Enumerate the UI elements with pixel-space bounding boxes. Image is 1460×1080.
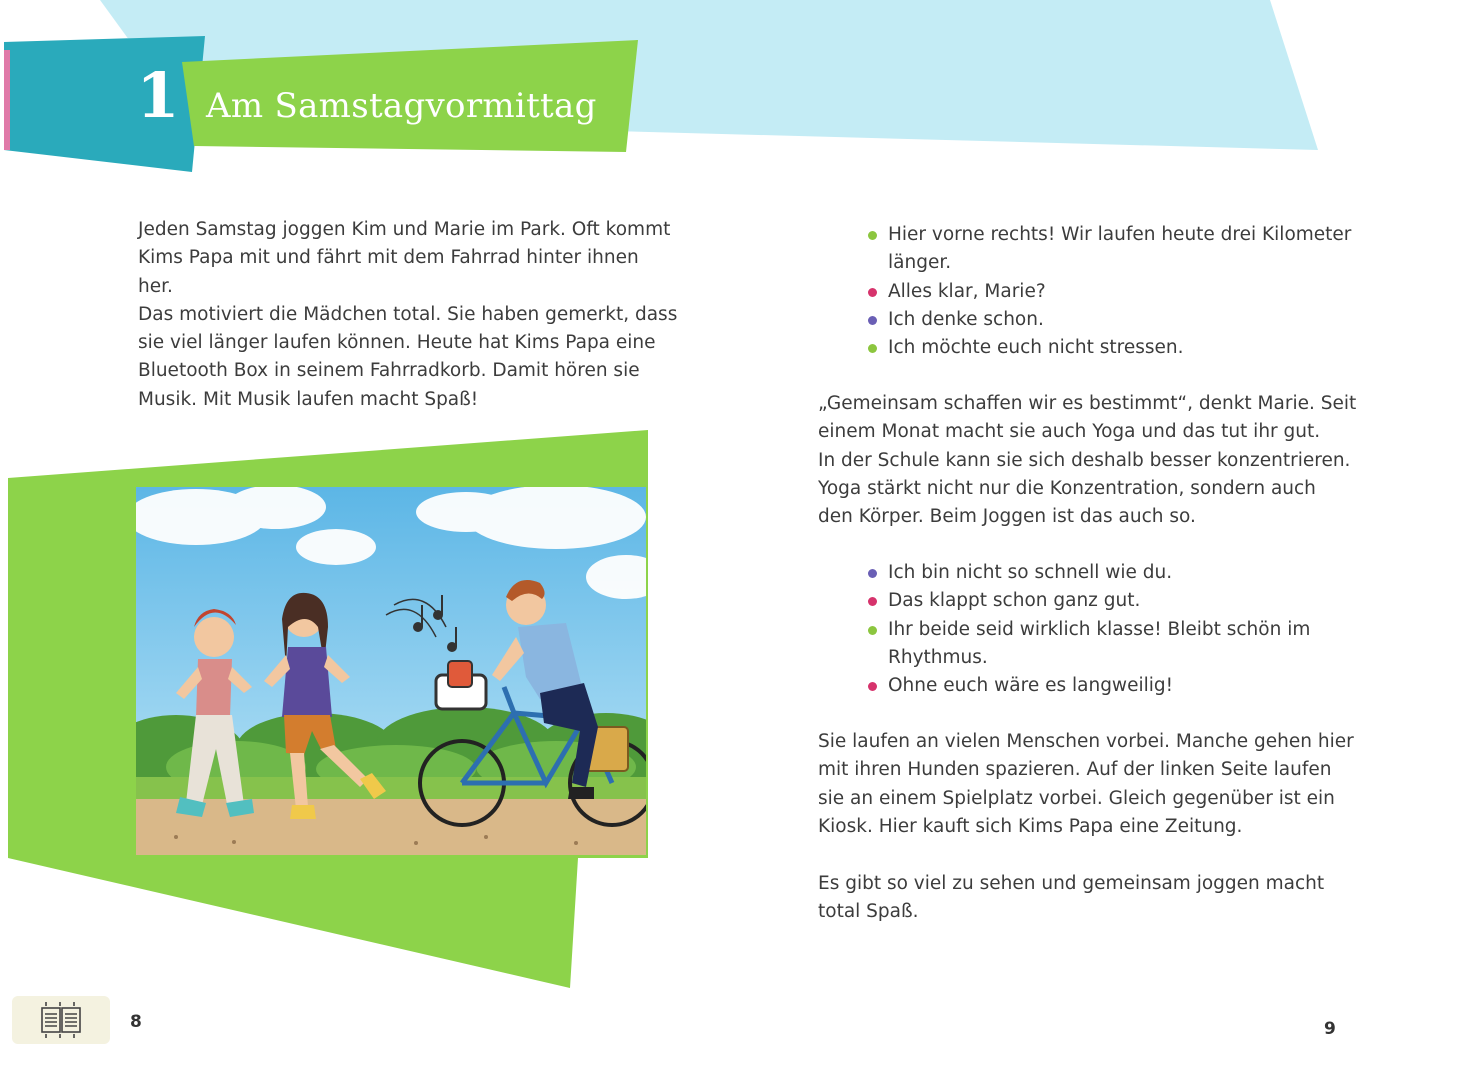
text-line: sie an einem Spielplatz vorbei. Gleich gegenüber ist ein [818,787,1335,809]
dialog-text: Ohne euch wäre es langweilig! [888,675,1174,697]
dialog-text: Ich denke schon. [888,308,1044,330]
dialog-line [866,616,1386,673]
dialog-text: Ich bin nicht so schnell wie du. [888,562,1173,583]
dialog-line [866,587,1386,615]
text-line: Es gibt so viel zu sehen und gemeinsam joggen macht [818,873,1325,894]
speaker-dot [868,316,877,325]
paragraph-yoga [818,390,1378,531]
dialog-text: Ihr beide seid wirklich klasse! Bleibt schön im [888,618,1311,640]
speaker-dot [868,597,877,606]
dialog-list-1 [866,221,1386,362]
page-number-left: 8 [130,1012,142,1032]
text-line: Musik. Mit Musik laufen macht Spaß! [138,388,479,410]
text-line: den Körper. Beim Joggen ist das auch so. [818,506,1196,528]
text-line: Bluetooth Box in seinem Fahrradkorb. Damit hören sie [138,360,640,382]
dialog-line [866,306,1386,334]
text-line: „Gemeinsam schaffen wir es bestimmt“, denkt Marie. Seit [818,393,1357,414]
dialog-text: Rhythmus. [888,646,988,668]
text-line: total Spaß. [818,901,919,923]
dialog-line [866,278,1386,306]
dialog-line [866,559,1386,587]
text-line: Sie laufen an vielen Menschen vorbei. Manche gehen hier [818,731,1354,752]
speaker-dot [868,682,877,691]
speaker-dot [868,344,877,353]
speaker-dot [868,288,877,297]
speaker-dot [868,626,877,635]
dialog-text: länger. [888,252,952,274]
paragraph-closing [818,870,1378,927]
dialog-text: Ich möchte euch nicht stressen. [888,337,1184,359]
text-line: In der Schule kann sie sich deshalb besser konzentrieren. [818,449,1351,471]
text-line: sie viel länger laufen können. Heute hat Kims Papa eine [138,332,656,354]
intro-paragraph [138,216,678,414]
text-line: Das motiviert die Mädchen total. Sie haben gemerkt, dass [138,303,678,325]
dialog-text: Hier vorne rechts! Wir laufen heute drei Kilometer [888,224,1352,245]
dialog-line [866,672,1386,700]
speaker-dot [868,231,877,240]
dialog-text: Alles klar, Marie? [888,280,1046,302]
text-line: Kiosk. Hier kauft sich Kims Papa eine Zeitung. [818,815,1243,837]
book-icon [12,996,110,1044]
text-line: einem Monat macht sie auch Yoga und das tut ihr gut. [818,421,1321,443]
chapter-number: 1 [136,59,180,132]
speaker-dot [868,569,877,578]
text-line: Kims Papa mit und fährt mit dem Fahrrad hinter ihnen her. [138,247,639,297]
dialog-text: Das klappt schon ganz gut. [888,590,1141,612]
text-line: Yoga stärkt nicht nur die Konzentration, sondern auch [818,477,1316,499]
paragraph-walk [818,728,1378,841]
dialog-line [866,221,1386,278]
dialog-line [866,334,1386,362]
book-icon-badge [12,996,110,1044]
dialog-list-2 [866,559,1386,700]
illustration-jogging-park [136,487,646,855]
text-line: mit ihren Hunden spazieren. Auf der linken Seite laufen [818,759,1332,781]
page-number-right: 9 [1324,1019,1336,1039]
chapter-title: Am Samstagvormittag [206,86,597,126]
text-line: Jeden Samstag joggen Kim und Marie im Park. Oft kommt [138,219,671,240]
